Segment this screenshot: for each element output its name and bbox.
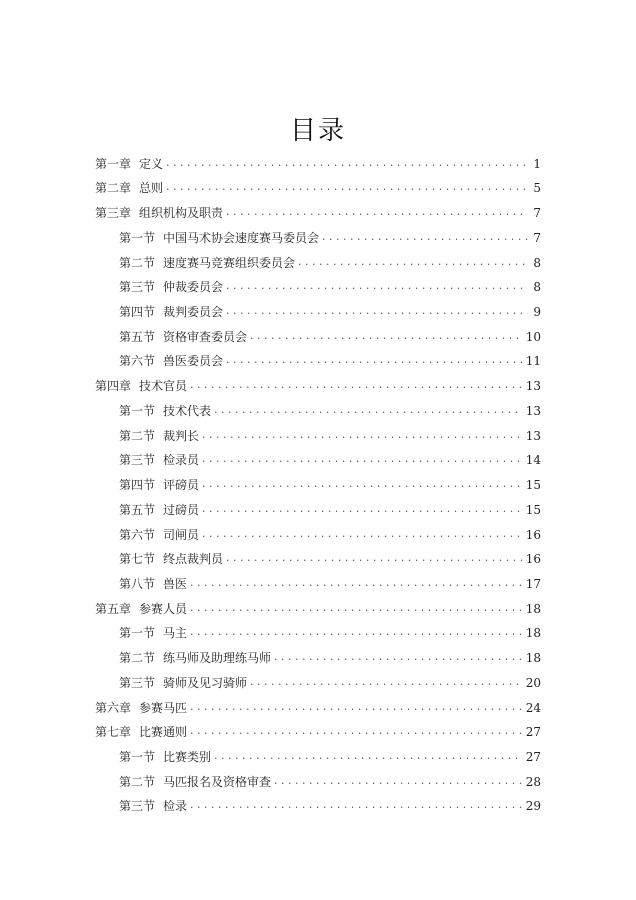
toc-entry-title: 裁判长 [163,428,200,443]
toc-entry-number: 第七节 [119,552,156,567]
toc-section-entry[interactable] [95,344,541,369]
toc-chapter-entry[interactable] [95,591,541,616]
toc-entry-title: 比赛类别 [163,749,212,764]
toc-entry-number: 第三节 [119,799,156,814]
page-title: 目录 [289,116,346,146]
toc-entry-label [119,429,199,443]
toc-chapter-entry[interactable] [95,368,541,393]
toc-section-entry[interactable] [95,517,541,542]
toc-entry-number: 第七章 [95,725,132,740]
toc-entry-title: 司闸员 [163,527,200,542]
toc-entry-label [119,503,199,517]
toc-entry-title: 资格审查委员会 [163,329,248,344]
toc-dot-leader [214,404,523,418]
toc-entry-label [95,206,223,220]
toc-entry-label [119,453,199,467]
toc-section-entry[interactable] [95,294,541,319]
toc-entry-number: 第六节 [119,527,156,542]
toc-entry-label [119,577,187,591]
toc-entry-title: 骑师及见习骑师 [163,675,248,690]
toc-entry-label [119,404,211,418]
toc-dot-leader [226,552,523,566]
toc-page-number: 7 [533,206,541,221]
toc-dot-leader [166,181,528,195]
toc-entry-label [119,354,223,368]
toc-page-number: 27 [525,749,541,764]
toc-page-number: 18 [525,626,541,641]
toc-entry-title: 技术官员 [139,379,188,394]
toc-entry-title: 兽医 [163,576,188,591]
toc-entry-number: 第六节 [119,354,156,369]
toc-entry-number: 第四节 [119,305,156,320]
toc-entry-title: 仲裁委员会 [163,280,224,295]
toc-entry-number: 第一节 [119,626,156,641]
toc-entry-title: 中国马术协会速度赛马委员会 [163,230,320,245]
toc-page-number: 5 [533,181,541,196]
toc-entry-title: 检录 [163,799,188,814]
toc-section-entry[interactable] [95,393,541,418]
toc-section-entry[interactable] [95,245,541,270]
toc-entry-label [95,725,187,739]
toc-entry-label [119,330,247,344]
toc-section-entry[interactable] [95,270,541,295]
toc-page-number: 15 [525,478,541,493]
toc-section-entry[interactable] [95,789,541,814]
toc-entry-label [119,256,295,270]
toc-chapter-entry[interactable] [95,195,541,220]
toc-section-entry[interactable] [95,492,541,517]
toc-entry-label [119,552,223,566]
toc-entry-title: 练马师及助理练马师 [163,651,272,666]
toc-entry-number: 第一章 [95,156,132,171]
toc-page-number: 28 [525,774,541,789]
toc-entry-label [119,305,223,319]
toc-entry-number: 第四节 [119,478,156,493]
toc-entry-number: 第五章 [95,601,132,616]
toc-entry-title: 过磅员 [163,502,200,517]
toc-section-entry[interactable] [95,418,541,443]
toc-section-entry[interactable] [95,566,541,591]
toc-dot-leader [274,775,523,789]
toc-entry-title: 速度赛马竞赛组织委员会 [163,255,296,270]
toc-entry-title: 参赛人员 [139,601,188,616]
toc-page-number: 29 [525,799,541,814]
toc-page-number: 17 [525,576,541,591]
toc-dot-leader [190,799,523,813]
toc-entry-label [95,602,187,616]
toc-entry-number: 第三章 [95,206,132,221]
toc-entry-title: 参赛马匹 [139,700,188,715]
toc-section-entry[interactable] [95,467,541,492]
toc-page-number: 10 [525,329,541,344]
toc-entry-number: 第一节 [119,749,156,764]
toc-dot-leader [250,330,523,344]
toc-section-entry[interactable] [95,739,541,764]
toc-chapter-entry[interactable] [95,715,541,740]
toc-entry-number: 第三节 [119,280,156,295]
toc-dot-leader [190,725,523,739]
toc-page-number: 1 [533,156,541,171]
toc-page-number: 16 [525,552,541,567]
toc-entry-label [119,478,199,492]
toc-page-number: 13 [525,428,541,443]
toc-entry-label [95,157,163,171]
toc-section-entry[interactable] [95,220,541,245]
toc-entry-label [95,701,187,715]
toc-dot-leader [190,701,523,715]
toc-entry-number: 第一节 [119,230,156,245]
toc-entry-number: 第六章 [95,700,132,715]
toc-page-number: 8 [533,255,541,270]
toc-page-number: 24 [525,700,541,715]
toc-page-number: 15 [525,502,541,517]
toc-dot-leader [202,478,523,492]
toc-page-number: 18 [525,651,541,666]
toc-entry-number: 第二节 [119,651,156,666]
toc-entry-number: 第五节 [119,329,156,344]
toc-chapter-entry[interactable] [95,146,541,171]
toc-chapter-entry[interactable] [95,171,541,196]
toc-dot-leader [202,429,523,443]
toc-entry-label [119,676,247,690]
toc-dot-leader [202,453,523,467]
toc-entry-title: 裁判委员会 [163,305,224,320]
toc-entry-number: 第五节 [119,502,156,517]
toc-entry-number: 第一节 [119,403,156,418]
toc-entry-title: 定义 [139,156,164,171]
toc-entry-title: 评磅员 [163,478,200,493]
toc-dot-leader [202,503,523,517]
toc-entry-title: 总则 [139,181,164,196]
toc-page-number: 7 [533,230,541,245]
toc-dot-leader [214,750,523,764]
toc-entry-title: 检录员 [163,453,200,468]
toc-entry-number: 第八节 [119,576,156,591]
toc-entry-label [119,750,211,764]
toc-section-entry[interactable] [95,542,541,567]
toc-entry-number: 第四章 [95,379,132,394]
toc-entry-label [119,528,199,542]
toc-dot-leader [226,206,528,220]
toc-entry-title: 组织机构及职责 [139,206,224,221]
toc-entry-number: 第二章 [95,181,132,196]
toc-entry-title: 马匹报名及资格审查 [163,774,272,789]
toc-entry-title: 马主 [163,626,188,641]
toc-entry-label [119,775,271,789]
toc-dot-leader [322,231,528,245]
toc-dot-leader [166,157,528,171]
toc-dot-leader [190,602,523,616]
toc-entry-label [119,231,319,245]
toc-entry-label [119,651,271,665]
toc-page-number: 20 [525,675,541,690]
table-of-contents [95,146,541,813]
toc-dot-leader [190,577,523,591]
toc-entry-number: 第二节 [119,428,156,443]
toc-page-number: 9 [533,305,541,320]
toc-section-entry[interactable] [95,319,541,344]
toc-dot-leader [226,280,528,294]
toc-page-number: 11 [525,354,541,369]
toc-entry-label [119,280,223,294]
toc-entry-label [95,379,187,393]
toc-section-entry[interactable] [95,764,541,789]
toc-section-entry[interactable] [95,616,541,641]
toc-dot-leader [274,651,523,665]
toc-entry-title: 比赛通则 [139,725,188,740]
toc-dot-leader [250,676,523,690]
toc-page-number: 13 [525,403,541,418]
toc-entry-number: 第二节 [119,774,156,789]
toc-chapter-entry[interactable] [95,690,541,715]
toc-page-number: 16 [525,527,541,542]
toc-entry-title: 兽医委员会 [163,354,224,369]
toc-entry-label [119,626,187,640]
toc-dot-leader [190,626,523,640]
toc-entry-label [119,799,187,813]
toc-section-entry[interactable] [95,640,541,665]
toc-section-entry[interactable] [95,443,541,468]
toc-page-number: 18 [525,601,541,616]
toc-entry-title: 技术代表 [163,403,212,418]
toc-page-number: 14 [525,453,541,468]
toc-entry-title: 终点裁判员 [163,552,224,567]
toc-page-number: 8 [533,280,541,295]
toc-dot-leader [226,305,528,319]
toc-entry-number: 第二节 [119,255,156,270]
toc-dot-leader [298,256,528,270]
toc-page-number: 13 [525,379,541,394]
toc-entry-number: 第三节 [119,453,156,468]
toc-dot-leader [190,379,523,393]
toc-entry-number: 第三节 [119,675,156,690]
toc-entry-label [95,181,163,195]
toc-page-number: 27 [525,725,541,740]
toc-dot-leader [202,528,523,542]
toc-section-entry[interactable] [95,665,541,690]
toc-dot-leader [226,354,523,368]
